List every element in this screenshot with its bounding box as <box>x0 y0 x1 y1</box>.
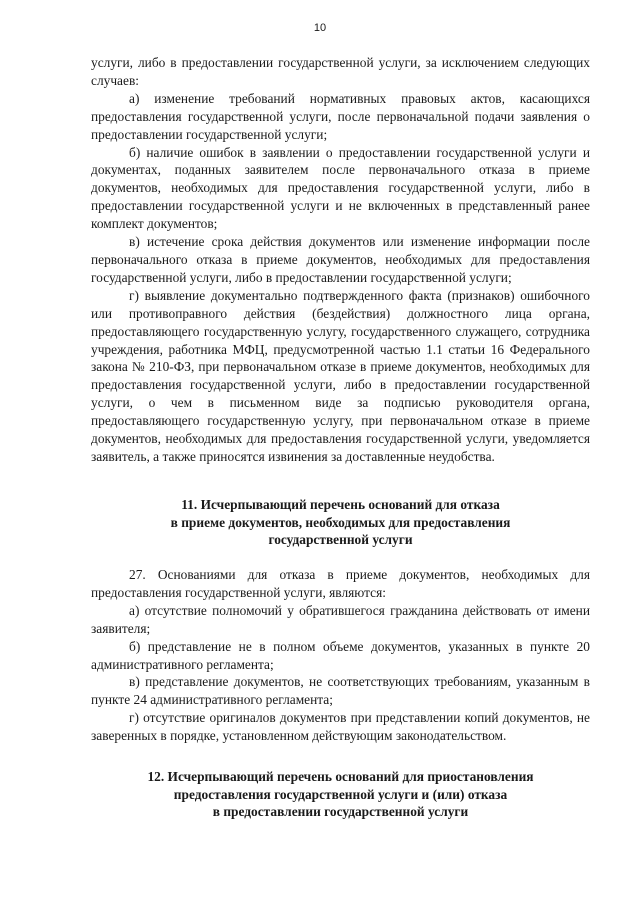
list-item-g: г) выявление документально подтвержденного факта (признаков) ошибочного или противоправного действия (бездействия) должностного лица органа, предоставляющего государственную услугу, государственного служащего, сотрудника учреждения, работника МФЦ, предусмотренной частью 1.1 статьи 16 Федерального закона № 210-ФЗ, при первоначальном отказе в приеме документов, необходимых для предоставления государственной услуги, либо в предоставлении государственной услуги, о чем в письменном виде за подписью руководителя органа, предоставляющего государственную услугу, при первоначальном отказе в приеме документов, необходимых для предоставления государственной услуги, уведомляется заявитель, а также приносятся извинения за доставленные неудобства. <box>91 287 590 464</box>
heading-line: в приеме документов, необходимых для предоставления <box>170 514 511 530</box>
paragraph-27: 27. Основаниями для отказа в приеме документов, необходимых для предоставления государственной услуги, являются: <box>91 567 590 600</box>
list-item-v: в) истечение срока действия документов или изменение информации после первоначального отказа в приеме документов, необходимых для предоставления государственной услуги, либо в предоставлении государственной услуги; <box>91 234 590 285</box>
list-item-b: б) представление не в полном объеме документов, указанных в пункте 20 административного регламента; <box>91 638 590 672</box>
page-number: 10 <box>313 22 327 34</box>
list-item-v: в) представление документов, не соответствующих требованиям, указанным в пункте 24 административного регламента; <box>91 674 590 708</box>
heading-line: государственной услуги <box>268 532 413 547</box>
heading-line: 11. Исчерпывающий перечень оснований для отказа <box>181 497 500 512</box>
refusal-grounds-block <box>91 566 590 745</box>
list-item-b: б) наличие ошибок в заявлении о предоставлении государственной услуги и документах, поданных заявителем после первоначального отказа в приеме документов, необходимых для предоставления государственной услуги, либо в предоставлении государственной услуги и не включенных в представленный ранее комплект документов; <box>91 144 590 232</box>
section-heading-11 <box>91 496 590 549</box>
list-item-g: г) отсутствие оригиналов документов при представлении копий документов, не заверенных в порядке, установленном действующим законодательством. <box>91 710 590 744</box>
paragraph-continuation: услуги, либо в предоставлении государственной услуги, за исключением следующих случаев: <box>91 55 590 88</box>
heading-line: в предоставлении государственной услуги <box>212 804 469 819</box>
list-item-a: а) отсутствие полномочий у обратившегося гражданина действовать от имени заявителя; <box>91 602 590 636</box>
heading-line: предоставления государственной услуги и (или) отказа <box>173 786 508 802</box>
section-heading-12 <box>91 768 590 821</box>
list-item-a: а) изменение требований нормативных правовых актов, касающихся предоставления государственной услуги, после первоначальной подачи заявления о предоставлении государственной услуги; <box>91 90 590 142</box>
heading-line: 12. Исчерпывающий перечень оснований для приостановления <box>147 769 534 784</box>
exceptions-block <box>91 54 590 466</box>
